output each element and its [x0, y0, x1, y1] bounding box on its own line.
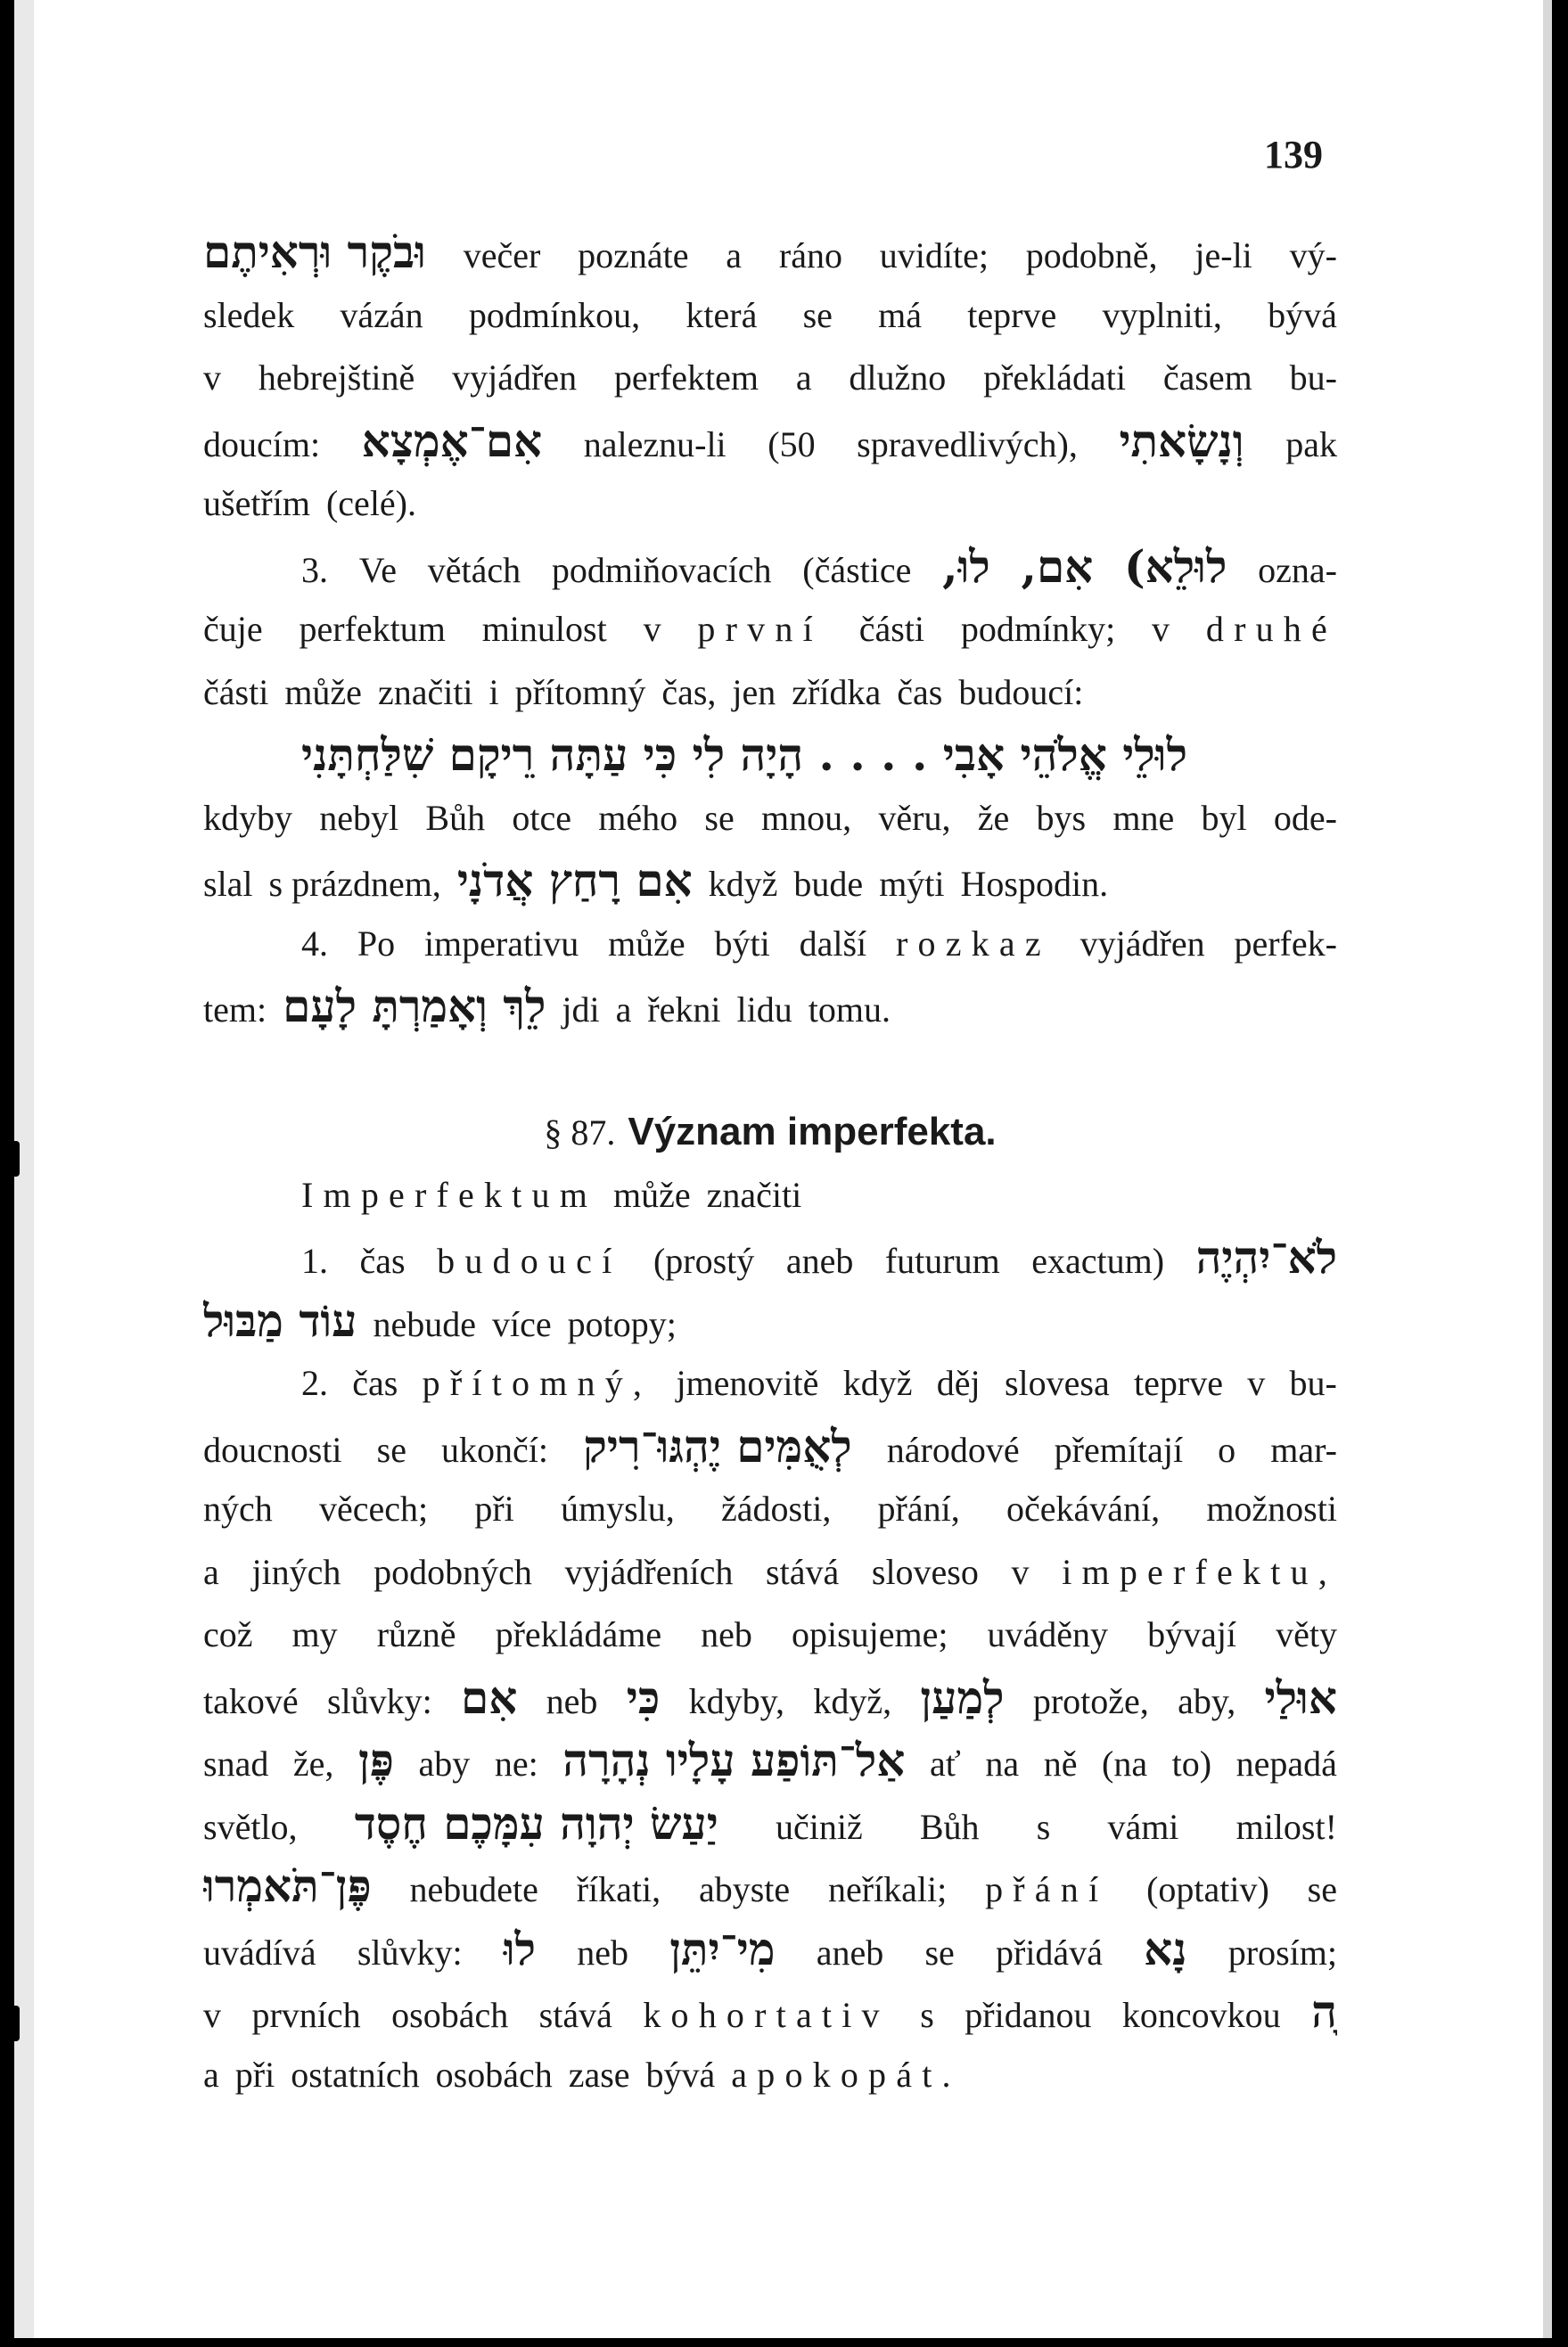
word: větách — [427, 549, 521, 590]
word: ode- — [1273, 797, 1337, 838]
word: mar- — [1270, 1429, 1337, 1470]
word: sloveso — [871, 1551, 979, 1592]
word: věty — [1276, 1614, 1337, 1654]
word: čas — [359, 1241, 406, 1281]
word: Bůh — [919, 1806, 980, 1847]
word: tem: — [203, 989, 267, 1030]
text-line — [203, 1855, 1337, 1918]
text-line — [203, 1227, 1337, 1290]
word: Ve — [358, 549, 397, 590]
hebrew-phrase: אִם־אֶמְצָא — [361, 414, 543, 467]
word: opisujeme; — [791, 1614, 948, 1654]
word: neb — [546, 1680, 598, 1721]
word: se — [376, 1429, 406, 1470]
text-line — [203, 2044, 1337, 2107]
page-number: 139 — [1264, 133, 1323, 176]
text-line — [203, 1793, 1337, 1856]
word: minulost — [481, 609, 607, 649]
word: mého — [598, 797, 678, 838]
text-line — [203, 536, 1337, 599]
word: poznáte — [578, 235, 689, 275]
word: části — [203, 671, 269, 712]
word: v — [1152, 609, 1170, 649]
word: bu- — [1289, 357, 1337, 398]
text-line — [203, 1478, 1337, 1541]
word: když — [842, 1363, 913, 1403]
word: Bůh — [425, 797, 486, 838]
word: může — [608, 923, 685, 964]
word: stává — [766, 1551, 840, 1592]
word: ozna- — [1258, 549, 1337, 590]
word: se — [802, 294, 833, 335]
word: vyplniti, — [1102, 294, 1222, 335]
word: podobných — [374, 1551, 532, 1592]
word: imperativu — [423, 923, 579, 964]
word: mýti — [879, 864, 945, 904]
word: bu- — [1289, 1363, 1337, 1403]
word: tomu. — [808, 989, 891, 1030]
hebrew-phrase: לוּ, — [942, 539, 990, 593]
word: ně — [1043, 1744, 1078, 1784]
text-line — [203, 1918, 1337, 1982]
hebrew-phrase: אִם — [461, 1670, 518, 1724]
word: učiniž — [775, 1806, 863, 1847]
word: 3. — [301, 549, 328, 590]
hebrew-phrase: אִם רָחַץ אֲדֹנָי — [456, 854, 693, 907]
word: s — [1036, 1806, 1051, 1847]
hebrew-phrase: ָה — [1311, 1985, 1337, 2038]
word: jen — [732, 671, 776, 712]
word: ostatních — [291, 2054, 420, 2095]
word: že — [977, 797, 1010, 838]
word: osobách — [391, 1995, 509, 2035]
word: i — [488, 671, 499, 712]
word: bývají — [1147, 1614, 1237, 1654]
word: může — [613, 1174, 691, 1215]
word: 2. — [301, 1363, 328, 1403]
word: úmyslu, — [561, 1489, 675, 1529]
word: bude — [793, 864, 864, 904]
word: žádosti, — [721, 1489, 832, 1529]
word: v — [203, 1995, 221, 2035]
text-line — [203, 1604, 1337, 1667]
hebrew-phrase: אוּלַי — [1264, 1670, 1337, 1724]
word: kdyby — [203, 797, 292, 838]
word: podmínky; — [960, 609, 1116, 649]
word: zase — [568, 2054, 630, 2095]
word: naleznu-li — [583, 423, 727, 464]
word: přemítají — [1054, 1429, 1184, 1470]
word: prosím; — [1227, 1932, 1337, 1973]
word: v — [203, 357, 221, 398]
text-line — [203, 1038, 1337, 1102]
word: vámi — [1107, 1806, 1179, 1847]
word: koncovkou — [1121, 1995, 1281, 2035]
word: (celé). — [325, 483, 416, 523]
word: 4. — [301, 923, 328, 964]
word: býti — [714, 923, 770, 964]
word: lidu — [736, 989, 792, 1030]
text-line — [203, 410, 1337, 473]
word: doucnosti — [203, 1429, 342, 1470]
text-line — [203, 1729, 1337, 1793]
word: věru, — [878, 797, 951, 838]
word: potopy; — [567, 1303, 677, 1344]
word: čas, — [661, 671, 717, 712]
word: stává — [538, 1995, 612, 2035]
text-line — [203, 975, 1337, 1038]
word: pak — [1285, 423, 1337, 464]
scan-edge-right — [1552, 0, 1568, 2347]
word: děj — [936, 1363, 981, 1403]
word: (na — [1102, 1744, 1148, 1784]
word: prvních — [251, 1995, 361, 2035]
word: říkati, — [576, 1869, 661, 1909]
word: přidanou — [965, 1995, 1092, 2035]
text-line — [203, 1541, 1337, 1604]
hebrew-phrase: וְנָשָׂאתִי — [1119, 414, 1244, 467]
word: se — [704, 797, 735, 838]
spaced-emphasis: druhé — [1205, 609, 1337, 649]
word: jiných — [251, 1551, 341, 1592]
text-line — [203, 1164, 1337, 1227]
scan-edge-bottom — [0, 2338, 1568, 2347]
word: s — [920, 1995, 934, 2035]
word: a — [615, 989, 632, 1030]
word: neb — [577, 1932, 629, 1973]
word: když, — [813, 1680, 892, 1721]
word: a — [795, 357, 812, 398]
word: osobách — [435, 2054, 553, 2095]
word: snad — [203, 1744, 269, 1784]
text-line — [203, 1981, 1337, 2044]
word: otce — [512, 797, 571, 838]
text-line — [203, 284, 1337, 348]
word: národové — [886, 1429, 1020, 1470]
word: exactum) — [1031, 1241, 1165, 1281]
word: další — [799, 923, 867, 964]
word: ať — [929, 1744, 961, 1784]
word: (prostý — [653, 1241, 755, 1281]
hebrew-phrase: לֵךְ וְאָמַרְתָּ לָעָם — [283, 980, 546, 1032]
word: bývá — [1268, 294, 1337, 335]
hebrew-phrase: לוּלֵי אֱלֹהֵי אָבִי . . . . הָיָה לִי כִּי עַתָּה רֵיקָם שִׁלַּחְתָּנִי — [301, 728, 1187, 781]
word: v — [1011, 1551, 1030, 1592]
word: ukončí: — [441, 1429, 549, 1470]
word: byl — [1201, 797, 1247, 838]
word: abyste — [698, 1869, 791, 1909]
word: se — [924, 1932, 955, 1973]
binding-mark — [5, 1141, 20, 1177]
word: očekávání, — [1006, 1489, 1161, 1529]
text-line — [203, 221, 1337, 284]
word: aneb — [785, 1241, 854, 1281]
word: dlužno — [849, 357, 947, 398]
word: mne — [1112, 797, 1175, 838]
hebrew-phrase: מִי־יִתֵּן — [669, 1922, 776, 1975]
word: čas — [352, 1363, 398, 1403]
word: ušetřím — [203, 483, 310, 523]
word: nebudete — [409, 1869, 538, 1909]
word: doucím: — [203, 423, 321, 464]
word: futurum — [884, 1241, 1000, 1281]
text-line — [203, 661, 1337, 725]
word: vyjádřen — [452, 357, 578, 398]
word: sledek — [203, 294, 295, 335]
word: perfektum — [299, 609, 446, 649]
word: časem — [1162, 357, 1252, 398]
word: což — [203, 1614, 253, 1654]
word: nepadá — [1236, 1744, 1337, 1784]
word: vý- — [1289, 235, 1337, 275]
spaced-emphasis: rozkaz — [896, 923, 1051, 964]
word: v — [1247, 1363, 1266, 1403]
hebrew-phrase: לְאֻמִּים יֶהְגּוּ־רִיק — [583, 1419, 852, 1473]
text-line — [203, 913, 1337, 976]
word: přání, — [877, 1489, 960, 1529]
word: má — [878, 294, 923, 335]
word: čuje — [203, 609, 263, 649]
word: podmínkou, — [468, 294, 641, 335]
spaced-emphasis: kohortativ — [643, 1995, 890, 2035]
word: slůvky: — [357, 1932, 463, 1973]
word: perfektem — [613, 357, 759, 398]
word: jmenovitě — [676, 1363, 819, 1403]
word: (optativ) — [1146, 1869, 1269, 1909]
word: vázán — [340, 294, 423, 335]
word: překládati — [983, 357, 1127, 398]
spaced-emphasis: imperfektu, — [1062, 1551, 1337, 1592]
spaced-emphasis: přání — [985, 1869, 1109, 1909]
word: § 87. — [544, 1112, 616, 1153]
text-line — [203, 724, 1337, 787]
word: aby, — [1178, 1680, 1236, 1721]
hebrew-phrase: כִּי — [626, 1670, 661, 1724]
word: podobně, — [1025, 235, 1158, 275]
word: a — [203, 1551, 219, 1592]
word: uváděny — [987, 1614, 1109, 1654]
word: jdi — [562, 989, 600, 1030]
word: my — [291, 1614, 338, 1654]
hebrew-phrase: עוֹד מַבּוּל — [203, 1293, 357, 1347]
word: ne: — [494, 1744, 538, 1784]
spaced-emphasis: přítomný, — [422, 1363, 653, 1403]
word: nebyl — [319, 797, 399, 838]
word: milost! — [1236, 1806, 1337, 1847]
word: (50 — [768, 423, 816, 464]
word: s prázdnem, — [268, 864, 441, 904]
hebrew-phrase: יַעַשׂ יְהוָה עִמָּכֶם חֶסֶד — [354, 1796, 718, 1850]
text-line — [203, 787, 1337, 850]
word: uvidíte; — [879, 235, 989, 275]
page-body — [203, 221, 1337, 2106]
word: překládáme — [495, 1614, 662, 1654]
word: bys — [1036, 797, 1087, 838]
word: takové — [203, 1680, 299, 1721]
word: přítomný — [514, 671, 646, 712]
word: ráno — [778, 235, 842, 275]
word: a — [203, 2054, 219, 2095]
word: že, — [292, 1744, 334, 1784]
word: slal — [203, 864, 253, 904]
text-line — [203, 598, 1337, 661]
word: ných — [203, 1489, 273, 1529]
text-line — [203, 347, 1337, 410]
text-line — [203, 1290, 1337, 1353]
word: 1. — [301, 1241, 328, 1281]
hebrew-phrase: אַל־תּוֹפַע עָלָיו נְהָרָה — [562, 1734, 906, 1786]
word: kdyby, — [688, 1680, 785, 1721]
text-line — [203, 1667, 1337, 1730]
section-title: Význam imperfekta. — [628, 1110, 997, 1153]
hebrew-phrase: נָא — [1144, 1922, 1187, 1975]
text-line — [203, 1352, 1337, 1416]
word: je-li — [1194, 235, 1252, 275]
word: neříkali; — [827, 1869, 948, 1909]
hebrew-phrase: לוּלֵא) — [1124, 539, 1227, 593]
word: nebude — [373, 1303, 476, 1344]
spaced-emphasis: apokopát. — [731, 2054, 961, 2095]
word: aneb — [816, 1932, 884, 1973]
word: části — [858, 609, 924, 649]
hebrew-phrase: לְמַעַן — [920, 1670, 1005, 1724]
word: aby — [418, 1744, 471, 1784]
hebrew-phrase: לֹא־יִהְיֶה — [1195, 1231, 1337, 1284]
word: světlo, — [203, 1806, 298, 1847]
word: protože, — [1032, 1680, 1149, 1721]
word: mnou, — [760, 797, 852, 838]
word: o — [1218, 1429, 1236, 1470]
word: možnosti — [1206, 1489, 1337, 1529]
spaced-emphasis: první — [697, 609, 823, 649]
word: na — [985, 1744, 1020, 1784]
word: která — [685, 294, 758, 335]
text-line — [203, 1416, 1337, 1479]
word: vyjádřen — [1080, 923, 1205, 964]
word: více — [491, 1303, 552, 1344]
word: a — [726, 235, 743, 275]
hebrew-phrase: וּבֹקֶר וּרְאִיתֶם — [203, 226, 426, 278]
word: slovesa — [1004, 1363, 1110, 1403]
word: slůvky: — [326, 1680, 432, 1721]
word: značiti — [706, 1174, 802, 1215]
word: budoucí: — [958, 671, 1084, 712]
hebrew-phrase: פֶּן — [357, 1734, 394, 1786]
word: (částice — [802, 549, 912, 590]
word: Po — [357, 923, 396, 964]
word: řekni — [647, 989, 721, 1030]
word: vyjádřeních — [564, 1551, 734, 1592]
word: perfek- — [1234, 923, 1337, 964]
word: uvádívá — [203, 1932, 316, 1973]
hebrew-phrase: לוּ — [503, 1922, 537, 1975]
word: při — [474, 1489, 514, 1529]
hebrew-phrase: אִם, — [1021, 539, 1094, 593]
word: spravedlivých), — [857, 423, 1078, 464]
spaced-emphasis: budoucí — [437, 1241, 622, 1281]
word: může — [284, 671, 362, 712]
section-heading — [203, 1101, 1337, 1164]
word: věcech; — [318, 1489, 429, 1529]
word: bývá — [645, 2054, 716, 2095]
hebrew-phrase: פֶּן־תֹּאמְרוּ — [203, 1859, 372, 1912]
scan-edge-right-gutter — [1543, 0, 1552, 2347]
word: podmiňovacích — [551, 549, 772, 590]
word: přidává — [996, 1932, 1103, 1973]
text-line — [203, 472, 1337, 536]
word: Hospodin. — [960, 864, 1109, 904]
word: různě — [376, 1614, 456, 1654]
word: neb — [701, 1614, 752, 1654]
word: to) — [1171, 1744, 1212, 1784]
word: značiti — [377, 671, 473, 712]
word: se — [1307, 1869, 1337, 1909]
binding-mark — [5, 2006, 20, 2041]
word: čas — [897, 671, 943, 712]
word: teprve — [967, 294, 1057, 335]
word: teprve — [1134, 1363, 1223, 1403]
word: zřídka — [792, 671, 882, 712]
word: když — [708, 864, 778, 904]
text-line — [203, 849, 1337, 913]
spaced-emphasis: Imperfektum — [301, 1174, 598, 1215]
word: hebrejštině — [258, 357, 415, 398]
word: při — [234, 2054, 275, 2095]
word: v — [643, 609, 661, 649]
word: večer — [463, 235, 541, 275]
